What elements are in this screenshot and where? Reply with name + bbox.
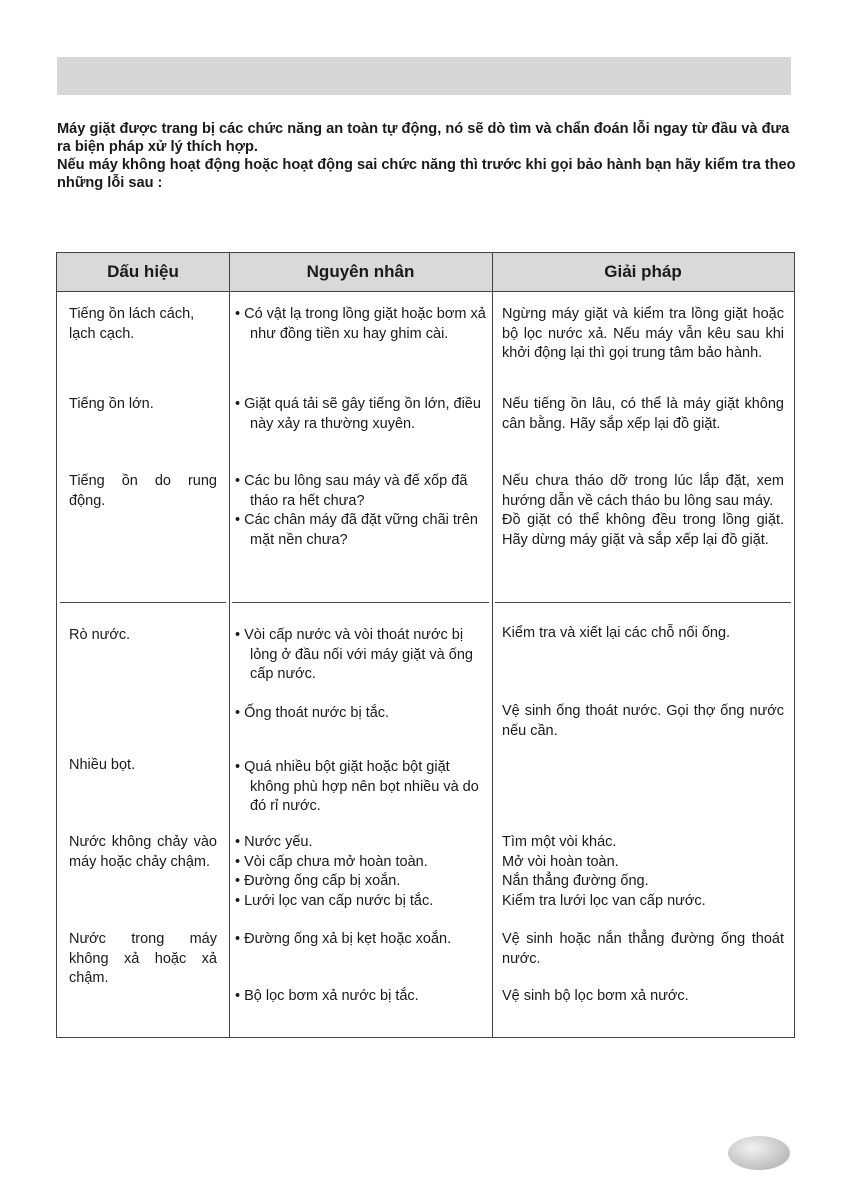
cause-item: • Lưới lọc van cấp nước bị tắc. xyxy=(235,892,491,912)
troubleshooting-table xyxy=(56,252,795,1038)
row-group-divider xyxy=(232,602,489,603)
intro-text xyxy=(57,120,802,192)
table-row-cause xyxy=(235,704,491,724)
intro-paragraph-1: Máy giặt được trang bị các chức năng an toàn tự động, nó sẽ dò tìm và chẩn đoán lỗi ngay từ đầu và đưa ra biện pháp xử lý thích hợp. xyxy=(57,121,790,155)
column-divider xyxy=(229,253,230,1037)
cause-item: • Các bu lông sau máy và đế xốp đã tháo ra hết chưa? xyxy=(235,472,491,511)
solution-line: Kiểm tra lưới lọc van cấp nước. xyxy=(502,892,706,909)
header-solution: Giải pháp xyxy=(604,262,682,281)
cause-item: • Nước yếu. xyxy=(235,833,491,853)
cause-item: • Quá nhiều bột giặt hoặc bột giặt không phù hợp nên bọt nhiều và do đó rỉ nước. xyxy=(235,758,491,817)
table-row-cause xyxy=(235,626,491,685)
section-header-bar xyxy=(57,57,791,95)
table-row-symptom: Tiếng ồn lớn. xyxy=(69,396,154,412)
table-row-symptom: Tiếng ồn do rung động. xyxy=(69,473,217,509)
header-cause: Nguyên nhân xyxy=(306,262,415,281)
cause-item: • Các chân máy đã đặt vững chãi trên mặt nền chưa? xyxy=(235,511,491,550)
table-row-solution: Vệ sinh hoặc nắn thẳng đường ống thoát nước. xyxy=(502,931,784,967)
cause-item: • Giặt quá tải sẽ gây tiếng ồn lớn, điều này xảy ra thường xuyên. xyxy=(235,395,491,434)
solution-line: Tìm một vòi khác. xyxy=(502,834,617,850)
table-row-solution: Vệ sinh bộ lọc bơm xả nước. xyxy=(502,988,689,1004)
cause-item: • Ống thoát nước bị tắc. xyxy=(235,704,491,724)
row-group-divider xyxy=(60,602,226,603)
cause-item: • Có vật lạ trong lồng giặt hoặc bơm xả như đồng tiền xu hay ghim cài. xyxy=(235,305,491,344)
cause-item: • Vòi cấp nước và vòi thoát nước bị lỏng ở đầu nối với máy giặt và ống cấp nước. xyxy=(235,626,491,685)
cause-item: • Vòi cấp chưa mở hoàn toàn. xyxy=(235,853,491,873)
table-row-cause xyxy=(235,472,491,550)
table-row-symptom: Nước không chảy vào máy hoặc chảy chậm. xyxy=(69,834,217,870)
table-row-symptom: Nước trong máy không xả hoặc xả chậm. xyxy=(69,931,217,986)
table-row-solution xyxy=(502,472,784,550)
solution-line: Nếu chưa tháo dỡ trong lúc lắp đặt, xem hướng dẫn về cách tháo bu lông sau máy. xyxy=(502,473,784,509)
cause-item: • Đường ống xả bị kẹt hoặc xoắn. xyxy=(235,930,491,950)
table-row-cause xyxy=(235,833,491,911)
table-header xyxy=(57,253,794,292)
solution-line: Đồ giặt có thể không đều trong lồng giặt. Hãy dừng máy giặt và sắp xếp lại đồ giặt. xyxy=(502,512,784,548)
table-row-symptom: Rò nước. xyxy=(69,627,131,643)
table-row-symptom: Tiếng ồn lách cách, lạch cạch. xyxy=(69,306,195,342)
table-row-solution xyxy=(502,833,784,911)
table-row-solution: Vệ sinh ống thoát nước. Gọi thợ ống nước nếu cần. xyxy=(502,703,784,739)
header-symptom: Dấu hiệu xyxy=(107,262,179,281)
table-row-solution: Kiểm tra và xiết lại các chỗ nối ống. xyxy=(502,625,731,641)
row-group-divider xyxy=(495,602,791,603)
intro-paragraph-2: Nếu máy không hoạt động hoặc hoạt động sai chức năng thì trước khi gọi bảo hành bạn hãy kiểm tra theo những lỗi sau : xyxy=(57,157,796,191)
cause-item: • Bộ lọc bơm xả nước bị tắc. xyxy=(235,987,491,1007)
table-row-cause xyxy=(235,987,491,1007)
table-row-cause xyxy=(235,395,491,434)
table-row-solution: Ngừng máy giặt và kiểm tra lồng giặt hoặc bộ lọc nước xả. Nếu máy vẫn kêu sau khi khởi động lại thì gọi trung tâm bảo hành. xyxy=(502,306,784,361)
column-divider xyxy=(492,253,493,1037)
table-row-symptom: Nhiều bọt. xyxy=(69,757,136,773)
table-row-cause xyxy=(235,930,491,950)
table-row-cause xyxy=(235,758,491,817)
solution-line: Nắn thẳng đường ống. xyxy=(502,873,649,889)
solution-line: Mở vòi hoàn toàn. xyxy=(502,853,619,870)
page-number-badge xyxy=(728,1136,790,1170)
table-row-solution: Nếu tiếng ồn lâu, có thể là máy giặt không cân bằng. Hãy sắp xếp lại đồ giặt. xyxy=(502,396,784,432)
cause-item: • Đường ống cấp bị xoắn. xyxy=(235,872,491,892)
table-row-cause xyxy=(235,305,491,344)
